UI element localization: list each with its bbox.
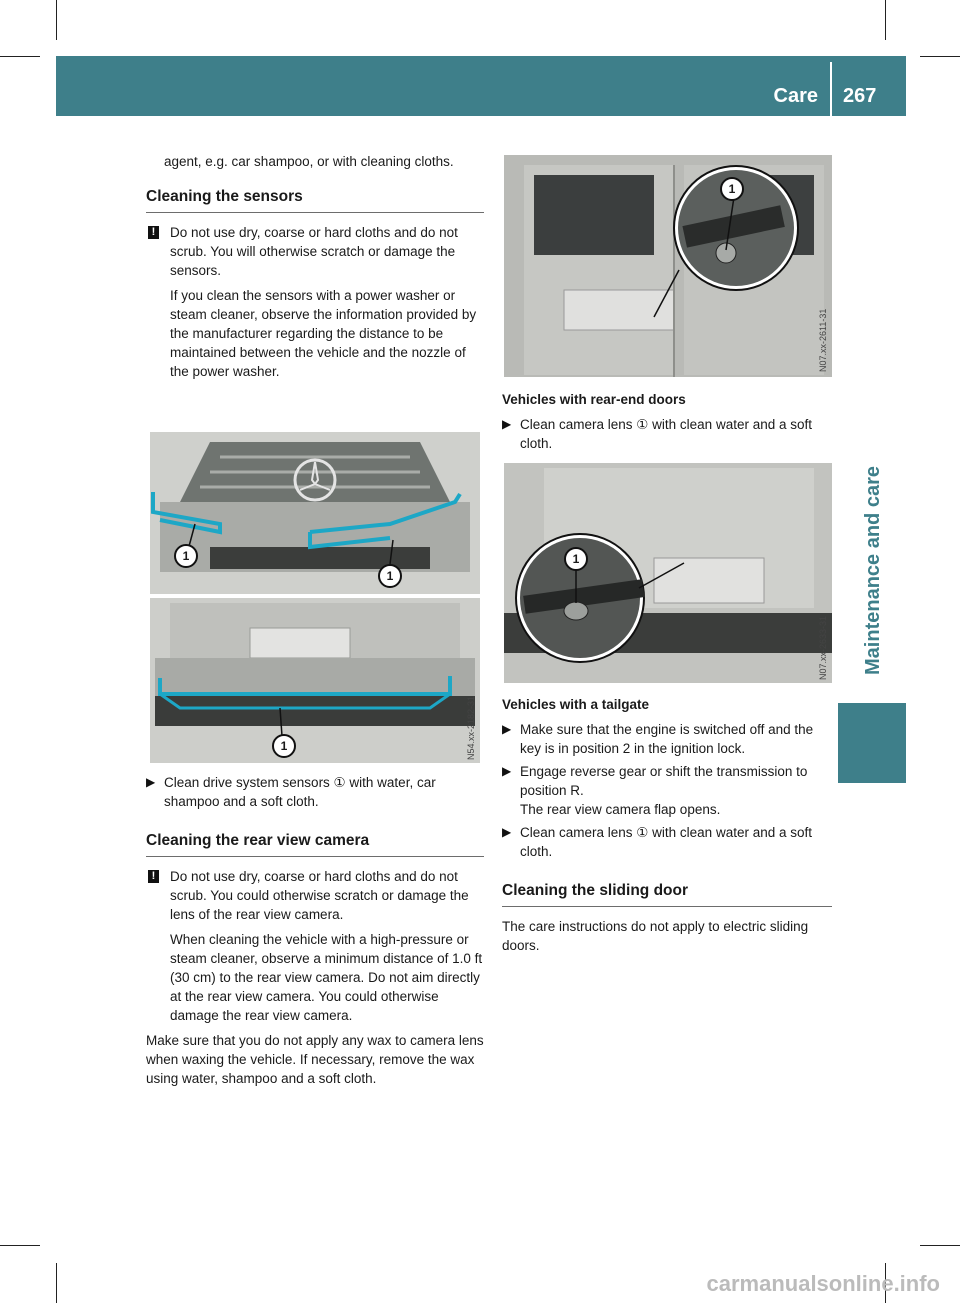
rear-doors-caption: Vehicles with rear-end doors (502, 392, 686, 407)
sliding-door-heading: Cleaning the sliding door (502, 882, 688, 899)
camera-paragraph: Make sure that you do not apply any wax to camera lens when waxing the vehicle. If necessary, remove the wax using water, shampoo and a soft cloth. (146, 1033, 484, 1086)
left-column-lower (146, 773, 484, 1088)
callout-1: 1 (564, 547, 588, 571)
warning-icon: ! (148, 226, 159, 239)
heading-rule (502, 906, 832, 907)
camera-heading: Cleaning the rear view camera (146, 832, 370, 849)
step-arrow-icon: ▶ (502, 825, 512, 839)
rear-doors-step (502, 415, 832, 453)
camera-note-text-1: Do not use dry, coarse or hard cloths and do not scrub. You could otherwise scratch or damage the lens of the rear view camera. (170, 869, 469, 922)
tailgate-step-1-text: Make sure that the engine is switched off and the key is in position 2 in the ignition lock. (520, 722, 814, 756)
heading-rule (146, 856, 484, 857)
figure-code: N54.xx-2182-31 (466, 695, 476, 760)
rear-doors-illustration (504, 155, 832, 377)
page-number: 267 (843, 85, 877, 107)
rear-bumper-illustration (150, 598, 480, 763)
sensors-figure-rear (150, 598, 480, 763)
rear-doors-step-text: Clean camera lens ① with clean water and a soft cloth. (520, 417, 812, 451)
footer-watermark: carmanualsonline.info (706, 1271, 940, 1296)
sliding-door-paragraph: The care instructions do not apply to electric sliding doors. (502, 919, 809, 953)
right-column-upper (502, 390, 832, 457)
crop-mark (0, 1245, 40, 1246)
crop-mark (0, 56, 40, 57)
callout-1: 1 (174, 544, 198, 568)
left-column (146, 152, 484, 387)
crop-mark (885, 0, 886, 40)
sensors-step (146, 773, 484, 811)
tailgate-step-3 (502, 823, 832, 861)
front-bumper-illustration (150, 432, 480, 594)
tailgate-step-1 (502, 720, 832, 758)
step-arrow-icon: ▶ (502, 764, 512, 778)
callout-1: 1 (272, 734, 296, 758)
tailgate-step-2-result: The rear view camera flap opens. (520, 802, 721, 817)
sensors-figure-front (150, 432, 480, 594)
crop-mark (920, 1245, 960, 1246)
right-column-lower (502, 695, 832, 955)
camera-note (146, 867, 484, 1025)
callout-1: 1 (720, 177, 744, 201)
crop-mark (56, 1263, 57, 1303)
tailgate-step-2 (502, 762, 832, 819)
heading-rule (146, 212, 484, 213)
figure-code: N07.xx-2633-31 (818, 615, 828, 680)
step-arrow-icon: ▶ (502, 722, 512, 736)
warning-icon: ! (148, 870, 159, 883)
sensors-heading: Cleaning the sensors (146, 188, 303, 205)
sensors-note (146, 223, 484, 381)
intro-text: agent, e.g. car shampoo, or with cleaning cloths. (164, 154, 454, 169)
rear-doors-figure (504, 155, 832, 377)
sensors-step-text: Clean drive system sensors ① with water, car shampoo and a soft cloth. (164, 775, 436, 809)
figure-code: N07.xx-2611-31 (818, 308, 828, 372)
crop-mark (56, 0, 57, 40)
sensors-note-text-1: Do not use dry, coarse or hard cloths and do not scrub. You will otherwise scratch or damage the sensors. (170, 225, 458, 278)
sensors-note-text-2: If you clean the sensors with a power washer or steam cleaner, observe the information provided by the manufacturer regarding the distance to be maintained between the vehicle and the nozzle of the power washer. (170, 288, 477, 379)
step-arrow-icon: ▶ (146, 775, 156, 789)
header-separator (830, 62, 832, 118)
camera-note-text-2: When cleaning the vehicle with a high-pressure or steam cleaner, observe a minimum distance of 1.0 ft (30 cm) to the rear view camera. Do not aim directly at the rear view camera. You could otherwise damage the rear view camera. (170, 932, 483, 1023)
tailgate-step-2-text: Engage reverse gear or shift the transmission to position R. (520, 764, 808, 798)
header-section-title: Care (773, 85, 818, 107)
side-tab-label: Maintenance and care (861, 465, 884, 675)
tailgate-step-3-text: Clean camera lens ① with clean water and a soft cloth. (520, 825, 812, 859)
tailgate-figure (504, 463, 832, 683)
tailgate-caption: Vehicles with a tailgate (502, 697, 650, 712)
tailgate-illustration (504, 463, 832, 683)
crop-mark (920, 56, 960, 57)
callout-1: 1 (378, 564, 402, 588)
side-tab-block (838, 703, 906, 783)
side-tab (838, 445, 908, 695)
step-arrow-icon: ▶ (502, 417, 512, 431)
